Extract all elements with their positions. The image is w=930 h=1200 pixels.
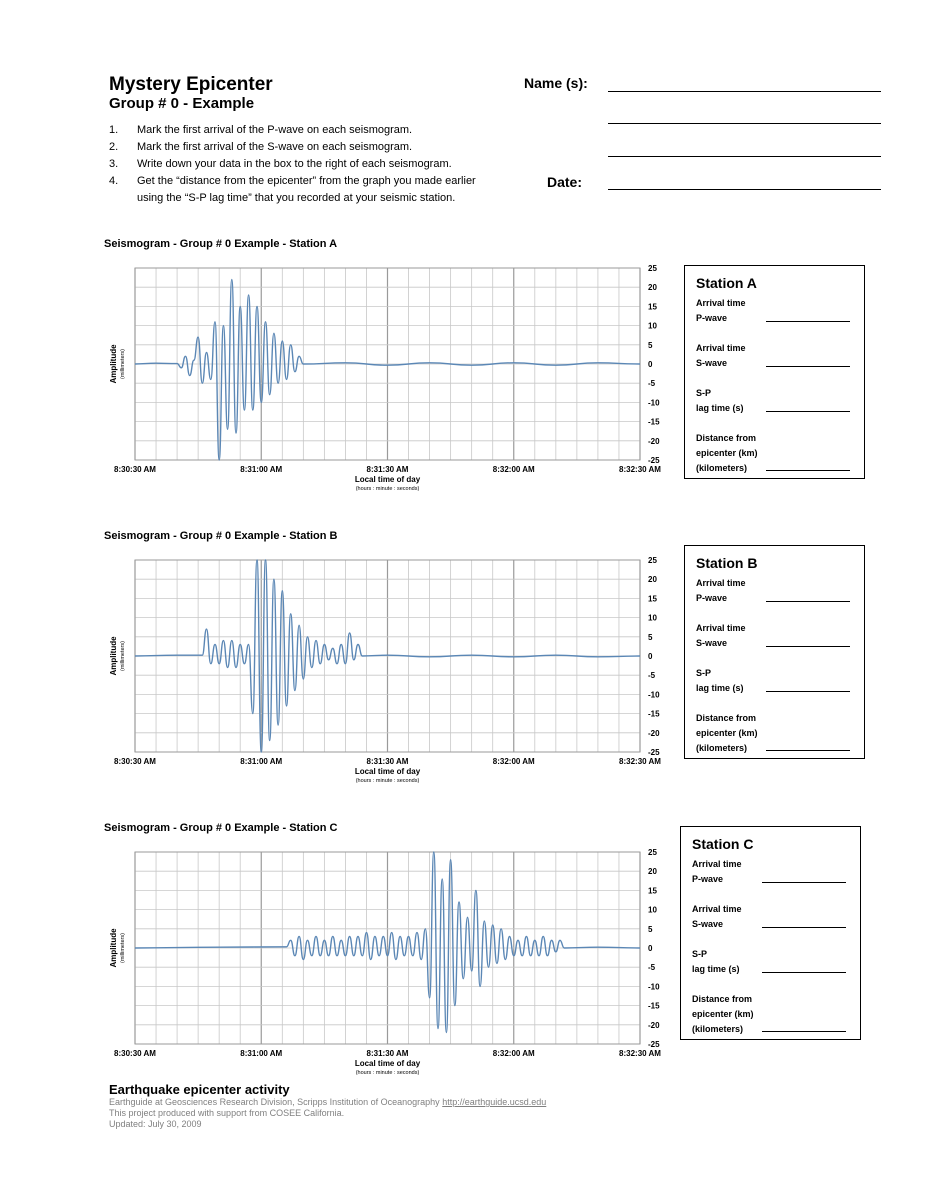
instruction-number: 2. — [109, 141, 119, 153]
x-axis-subtitle: (hours : minute : seconds) — [355, 486, 420, 492]
footer-support: This project produced with support from COSEE California. — [109, 1108, 345, 1118]
x-tick-label: 8:32:00 AM — [492, 757, 535, 766]
seismogram-station-a — [100, 258, 670, 498]
y-tick-label: -20 — [648, 436, 660, 446]
x-tick-label: 8:31:30 AM — [366, 1049, 409, 1058]
date-label: Date: — [547, 174, 583, 190]
station-c-data-box — [680, 826, 861, 1040]
s-wave-arrival-label: Arrival time S-wave — [696, 623, 746, 648]
y-tick-label: -20 — [648, 1020, 660, 1030]
date-line[interactable] — [608, 189, 881, 190]
x-axis-subtitle: (hours : minute : seconds) — [355, 778, 420, 784]
y-tick-label: 10 — [648, 613, 657, 623]
footer-title: Earthquake epicenter activity — [109, 1082, 290, 1097]
station-a-data-box — [684, 265, 865, 479]
y-tick-label: 0 — [648, 944, 653, 953]
sp-lag-answer-line[interactable] — [766, 411, 850, 412]
instruction-item — [109, 139, 476, 156]
p-wave-answer-line[interactable] — [766, 601, 850, 602]
y-tick-label: 25 — [648, 556, 657, 565]
instruction-text: Get the “distance from the epicenter” from the graph you made earlier — [137, 175, 476, 187]
y-tick-label: -10 — [648, 982, 660, 992]
x-tick-label: 8:31:30 AM — [366, 757, 409, 766]
y-tick-label: 15 — [648, 594, 657, 604]
page-subtitle: Group # 0 - Example — [109, 95, 255, 112]
x-axis-subtitle: (hours : minute : seconds) — [355, 1070, 420, 1076]
footer-credit — [109, 1097, 546, 1107]
x-tick-label: 8:30:30 AM — [114, 465, 156, 474]
distance-label: Distance from epicenter (km) (kilometers) — [696, 713, 758, 753]
x-tick-label: 8:31:00 AM — [240, 1049, 283, 1058]
distance-label: Distance from epicenter (km) (kilometers) — [692, 994, 754, 1034]
y-tick-label: -15 — [648, 417, 660, 427]
x-axis-title: Local time of day — [354, 475, 421, 484]
distance-answer-line[interactable] — [766, 750, 850, 751]
y-axis-title: Amplitude — [109, 344, 118, 384]
instruction-text: Mark the first arrival of the P-wave on each seismogram. — [137, 124, 413, 136]
instruction-item — [109, 122, 476, 139]
x-tick-label: 8:32:30 AM — [619, 465, 661, 474]
x-tick-label: 8:32:00 AM — [492, 465, 535, 474]
seismogram-station-b — [100, 550, 670, 790]
y-tick-label: 5 — [648, 632, 653, 642]
y-tick-label: 20 — [648, 283, 657, 293]
y-tick-label: 0 — [648, 652, 653, 661]
instructions-list — [109, 122, 476, 207]
y-tick-label: -10 — [648, 690, 660, 700]
instruction-text: using the “S-P lag time” that you recorded at your seismic station. — [137, 192, 456, 204]
page-title: Mystery Epicenter — [109, 74, 273, 95]
y-axis-subtitle: (millimeters) — [120, 933, 126, 963]
y-tick-label: 15 — [648, 302, 657, 312]
p-wave-arrival-label: Arrival time P-wave — [696, 298, 746, 323]
y-tick-label: 10 — [648, 905, 657, 915]
y-axis-title: Amplitude — [109, 636, 118, 676]
name-line[interactable] — [608, 123, 881, 124]
y-tick-label: 20 — [648, 867, 657, 877]
x-tick-label: 8:31:00 AM — [240, 465, 283, 474]
x-tick-label: 8:31:00 AM — [240, 757, 283, 766]
s-wave-answer-line[interactable] — [766, 366, 850, 367]
y-tick-label: -5 — [648, 379, 656, 389]
instruction-item — [109, 173, 476, 190]
footer-credit-text: Earthguide at Geosciences Research Division, Scripps Institution of Oceanography — [109, 1097, 440, 1107]
y-tick-label: -5 — [648, 963, 656, 973]
station-box-title: Station A — [696, 275, 757, 291]
x-tick-label: 8:32:30 AM — [619, 1049, 661, 1058]
sp-lag-label: S-P lag time (s) — [692, 949, 740, 974]
sp-lag-label: S-P lag time (s) — [696, 668, 744, 693]
y-tick-label: -5 — [648, 671, 656, 681]
chart-title-station-b: Seismogram - Group # 0 Example - Station B — [104, 530, 338, 542]
y-tick-label: 25 — [648, 264, 657, 273]
station-box-title: Station B — [696, 555, 758, 571]
s-wave-arrival-label: Arrival time S-wave — [696, 343, 746, 368]
instruction-text: Write down your data in the box to the right of each seismogram. — [137, 158, 452, 170]
station-b-data-box — [684, 545, 865, 759]
instruction-item — [109, 190, 476, 207]
y-tick-label: -25 — [648, 456, 660, 465]
distance-answer-line[interactable] — [762, 1031, 846, 1032]
earthguide-link[interactable]: http://earthguide.ucsd.edu — [442, 1097, 547, 1107]
distance-answer-line[interactable] — [766, 470, 850, 471]
name-line[interactable] — [608, 91, 881, 92]
y-tick-label: -10 — [648, 398, 660, 408]
station-box-title: Station C — [692, 836, 754, 852]
y-tick-label: -25 — [648, 748, 660, 757]
instruction-item — [109, 156, 476, 173]
y-tick-label: -20 — [648, 728, 660, 738]
y-tick-label: 0 — [648, 360, 653, 369]
instruction-number: 1. — [109, 124, 119, 136]
footer-updated: Updated: July 30, 2009 — [109, 1119, 202, 1129]
y-tick-label: 10 — [648, 321, 657, 331]
y-tick-label: 5 — [648, 340, 653, 350]
x-tick-label: 8:30:30 AM — [114, 1049, 156, 1058]
sp-lag-label: S-P lag time (s) — [696, 388, 744, 413]
instruction-text: Mark the first arrival of the S-wave on each seismogram. — [137, 141, 413, 153]
instruction-number: 3. — [109, 158, 119, 170]
x-tick-label: 8:30:30 AM — [114, 757, 156, 766]
x-tick-label: 8:32:30 AM — [619, 757, 661, 766]
instruction-number: 4. — [109, 175, 119, 187]
y-tick-label: 5 — [648, 924, 653, 934]
name-line[interactable] — [608, 156, 881, 157]
x-tick-label: 8:31:30 AM — [366, 465, 409, 474]
x-tick-label: 8:32:00 AM — [492, 1049, 535, 1058]
chart-title-station-c: Seismogram - Group # 0 Example - Station C — [104, 822, 338, 834]
y-axis-subtitle: (millimeters) — [120, 349, 126, 379]
p-wave-arrival-label: Arrival time P-wave — [696, 578, 746, 603]
y-tick-label: 25 — [648, 848, 657, 857]
sp-lag-answer-line[interactable] — [766, 691, 850, 692]
y-tick-label: -25 — [648, 1040, 660, 1049]
distance-label: Distance from epicenter (km) (kilometers) — [696, 433, 758, 473]
y-axis-title: Amplitude — [109, 928, 118, 968]
s-wave-answer-line[interactable] — [762, 927, 846, 928]
name-label: Name (s): — [524, 75, 588, 91]
x-axis-title: Local time of day — [354, 1059, 421, 1068]
y-tick-label: 15 — [648, 886, 657, 896]
chart-title-station-a: Seismogram - Group # 0 Example - Station A — [104, 238, 338, 250]
s-wave-answer-line[interactable] — [766, 646, 850, 647]
p-wave-answer-line[interactable] — [766, 321, 850, 322]
sp-lag-answer-line[interactable] — [762, 972, 846, 973]
y-tick-label: -15 — [648, 709, 660, 719]
p-wave-arrival-label: Arrival time P-wave — [692, 859, 742, 884]
seismogram-station-c — [100, 842, 670, 1082]
x-axis-title: Local time of day — [354, 767, 421, 776]
y-tick-label: 20 — [648, 575, 657, 585]
s-wave-arrival-label: Arrival time S-wave — [692, 904, 742, 929]
y-tick-label: -15 — [648, 1001, 660, 1011]
y-axis-subtitle: (millimeters) — [120, 641, 126, 671]
p-wave-answer-line[interactable] — [762, 882, 846, 883]
